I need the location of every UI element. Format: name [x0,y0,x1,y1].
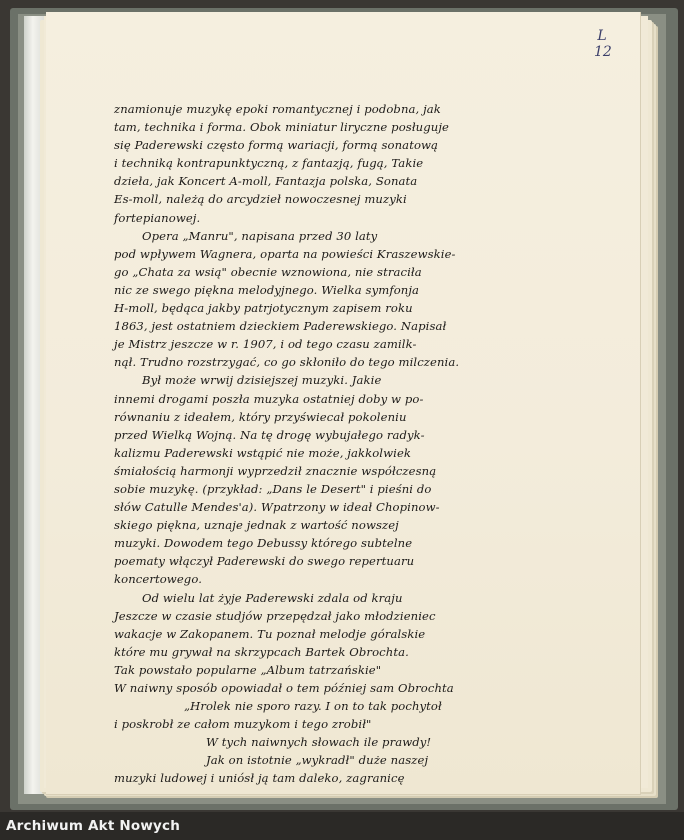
caption-bar [0,812,684,840]
text-line: muzyki. Dowodem tego Debussy którego subtelne [114,536,413,551]
archive-caption: Archiwum Akt Nowych [6,818,181,834]
text-line: nął. Trudno rozstrzygać, co go skłoniło do tego milczenia. [114,355,460,370]
handwritten-text [114,100,554,788]
text-line: je Mistrz jeszcze w r. 1907, i od tego czasu zamilk- [114,337,417,352]
text-line: W naiwny sposób opowiadał o tem później sam Obrochta [114,681,454,695]
text-line: Od wielu lat żyje Paderewski zdala od kraju [142,590,403,605]
text-line: śmiałością harmonji wyprzedził znacznie współczesną [114,463,437,478]
text-line: Jak on istotnie „wykradł" duże naszej [206,753,429,768]
text-line: „Hrolek nie sporo razy. I on to tak pochytoł [184,699,442,714]
text-line: W tych naiwnych słowach ile prawdy! [206,735,432,750]
text-line: Es-moll, należą do arcydzieł nowoczesnej muzyki [114,192,407,207]
text-line: słów Catulle Mendes'a). Wpatrzony w ideał Chopinow- [114,500,440,515]
text-line: równaniu z ideałem, który przyświecał pokoleniu [114,409,407,424]
text-line: koncertowego. [114,572,202,587]
text-line: Tak powstało popularne „Album tatrzańskie" [114,662,382,677]
text-line: nic ze swego piękna melodyjnego. Wielka symfonja [114,282,420,297]
text-line: kalizmu Paderewski wstąpić nie może, jakkolwiek [114,445,412,460]
text-line: go „Chata za wsią" obecnie wznowiona, nie straciła [114,264,422,279]
page-number [594,28,610,60]
text-line: innemi drogami poszła muzyka ostatniej doby w po- [114,391,424,406]
page-number-digits: 12 [594,44,612,60]
text-line: fortepianowej. [114,210,201,225]
text-line: skiego piękna, uznaje jednak z wartość nowszej [114,518,399,533]
text-line: pod wpływem Wagnera, oparta na powieści Kraszewskie- [114,246,456,261]
text-line: wakacje w Zakopanem. Tu poznał melodje góralskie [114,626,426,641]
text-line: tam, technika i forma. Obok miniatur liryczne posługuje [114,120,449,135]
text-line: Jeszcze w czasie studjów przepędzał jako młodzieniec [114,608,436,623]
text-line: 1863, jest ostatniem dzieckiem Paderewskiego. Napisał [114,319,447,334]
text-line: H-moll, będąca jakby patrjotycznym zapisem roku [114,301,413,316]
text-line: i poskrobł ze całom muzykom i tego zrobił" [114,717,372,732]
text-line: przed Wielką Wojną. Na tę drogę wybujałego radyk- [114,427,425,442]
page-number-letter: L [597,28,607,44]
text-line: dzieła, jak Koncert A-moll, Fantazja polska, Sonata [114,174,418,189]
text-line: się Paderewski często formą wariacji, formą sonatową [114,138,439,153]
text-line: sobie muzykę. (przykład: „Dans le Desert" i pieśni do [114,481,432,496]
text-line: Był może wrwij dzisiejszej muzyki. Jakie [142,373,382,388]
text-line: poematy włączył Paderewski do swego repertuaru [114,554,415,569]
text-line: muzyki ludowej i uniósł ją tam daleko, zagranicę [114,771,405,786]
text-line: które mu grywał na skrzypcach Bartek Obrochta. [114,644,409,659]
text-line: Opera „Manru", napisana przed 30 laty [142,228,378,243]
text-line: znamionuje muzykę epoki romantycznej i podobna, jak [114,102,441,116]
text-line: i techniką kontrapunktyczną, z fantazją, fugą, Takie [114,156,424,171]
